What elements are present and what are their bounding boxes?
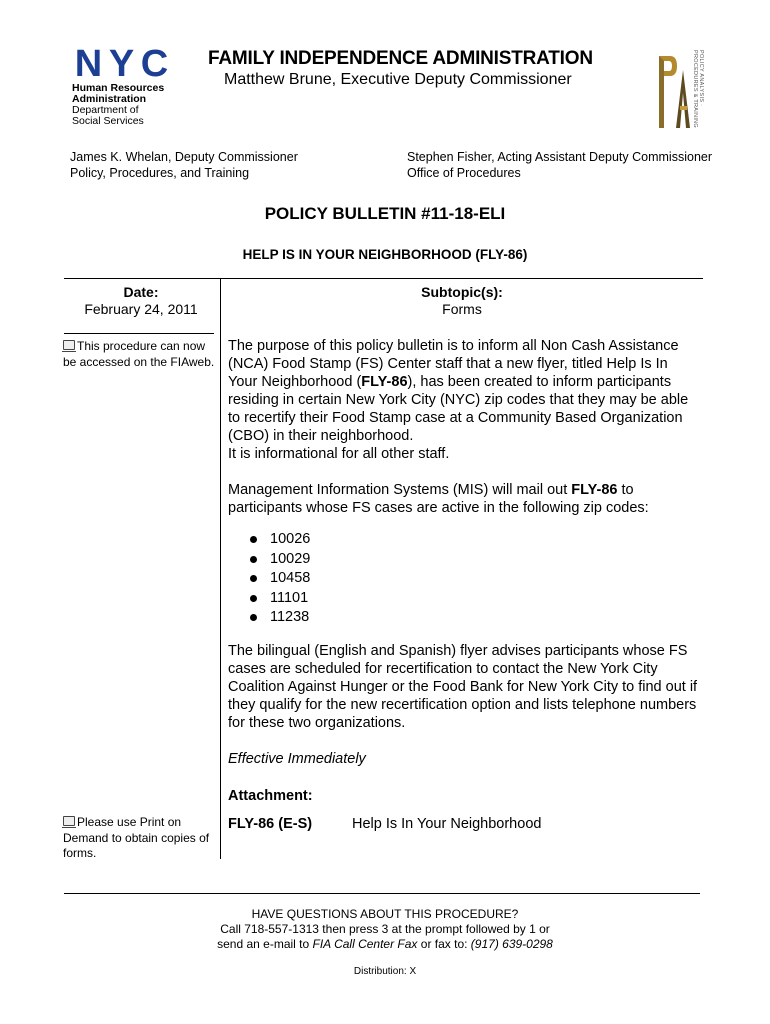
pa-logo-text: POLICY ANALYSIS · PROCEDURES & TRAINING — [692, 50, 704, 129]
sidenote-fiaweb-text: This procedure can now be accessed on the FIAweb. — [63, 339, 215, 369]
distribution: Distribution: X — [353, 966, 417, 977]
nyc-letter-c: C — [140, 43, 167, 85]
pa-logo-mark-a — [674, 68, 692, 130]
computer-icon — [63, 816, 75, 826]
footer-contact-line — [0, 937, 770, 951]
mis-paragraph — [228, 481, 698, 517]
table-top-rule — [64, 278, 703, 279]
list-item — [250, 569, 310, 589]
bullet-icon — [250, 595, 257, 602]
subtopic-label: Subtopic(s): — [421, 284, 503, 300]
bulletin-number: POLICY BULLETIN #11-18-ELI — [264, 204, 506, 223]
date-label: Date: — [123, 284, 159, 300]
agency-subtitle: Matthew Brune, Executive Deputy Commissioner — [224, 71, 572, 88]
agency-title: FAMILY INDEPENDENCE ADMINISTRATION — [208, 48, 593, 69]
footer-contact-text-a: send an e-mail to — [217, 937, 313, 951]
date-row-rule — [64, 333, 214, 334]
attachment-label: Attachment: — [228, 788, 313, 804]
zip-code: 11238 — [270, 609, 310, 625]
fia-call-center-fax-link[interactable]: FIA Call Center Fax — [312, 937, 418, 951]
attachment-code: FLY-86 (E-S) — [228, 816, 313, 832]
logo-line-dss: Social Services — [72, 115, 144, 127]
table-column-divider — [220, 278, 221, 859]
footer-rule — [64, 893, 700, 894]
footer-call-line: Call 718-557-1313 then press 3 at the prompt followed by 1 or — [220, 922, 550, 936]
nyc-letter-n: N — [74, 43, 101, 85]
mis-form-code: FLY-86 — [571, 482, 618, 498]
bullet-icon — [250, 536, 257, 543]
footer-question: HAVE QUESTIONS ABOUT THIS PROCEDURE? — [251, 907, 519, 921]
sidenote-print — [63, 815, 215, 862]
zip-code: 10026 — [270, 531, 311, 547]
nyc-hra-logo — [72, 43, 177, 128]
acting-assistant-commissioner-office: Office of Procedures — [407, 166, 521, 180]
footer-contact-text-b: or fax to: — [417, 937, 471, 951]
purpose-text-c: It is informational for all other staff. — [228, 446, 450, 462]
mis-text-a: Management Information Systems (MIS) will mail out — [228, 482, 572, 498]
sidenote-fiaweb — [63, 339, 215, 370]
zip-code-list — [250, 530, 310, 628]
deputy-commissioner — [70, 149, 298, 181]
zip-code: 11101 — [270, 589, 309, 606]
computer-icon — [63, 340, 75, 350]
purpose-paragraph — [228, 337, 698, 463]
list-item — [250, 589, 310, 609]
mis-text-b: to participants whose FS cases are active in the following zip codes: — [228, 482, 649, 516]
bullet-icon — [250, 614, 257, 621]
nyc-letters — [72, 43, 177, 85]
sidenote-print-text: Please use Print on Demand to obtain copies of forms. — [63, 815, 210, 860]
acting-assistant-commissioner — [407, 149, 712, 181]
zip-code: 10458 — [270, 570, 311, 586]
bullet-icon — [250, 575, 257, 582]
deputy-commissioner-office: Policy, Procedures, and Training — [70, 166, 250, 180]
effective-date: Effective Immediately — [228, 751, 366, 767]
list-item — [250, 608, 310, 628]
nyc-letter-y: Y — [108, 43, 133, 85]
zip-code: 10029 — [270, 550, 311, 567]
date-value: February 24, 2011 — [84, 301, 198, 317]
logo-line-hr: Human Resources — [72, 82, 165, 94]
bullet-icon — [250, 556, 257, 563]
bulletin-subject: HELP IS IN YOUR NEIGHBORHOOD (FLY-86) — [242, 247, 528, 262]
flyer-paragraph: The bilingual (English and Spanish) flyer advises participants whose FS cases are scheduled for recertification to contact the New York City Coalition Against Hunger or the Food Bank for New York City to find out if they qualify for the new recertification option and lists telephone numbers for these two organizations. — [228, 643, 698, 731]
purpose-text-a: The purpose of this policy bulletin is to inform all Non Cash Assistance (NCA) Food Stamp (FS) Center staff that a new flyer, titled Help Is In Your Neighborhood ( — [228, 338, 679, 390]
deputy-commissioner-name: James K. Whelan, Deputy Commissioner — [70, 150, 298, 164]
pa-logo — [656, 50, 708, 132]
purpose-text-b: ), has been created to inform participants residing in certain New York City (NYC) zip codes that they may be able to recertify their Food Stamp case at a Community Based Organization (CBO) in their neighborhood. — [228, 374, 689, 444]
purpose-form-code: FLY-86 — [361, 374, 408, 390]
list-item — [250, 550, 310, 570]
list-item — [250, 530, 310, 550]
logo-line-admin: Administration — [72, 93, 147, 105]
acting-assistant-commissioner-name: Stephen Fisher, Acting Assistant Deputy Commissioner — [407, 150, 713, 164]
logo-line-dept: Department of — [72, 104, 139, 116]
subtopic-value: Forms — [442, 301, 482, 317]
attachment-title: Help Is In Your Neighborhood — [352, 816, 542, 832]
fax-number: (917) 639-0298 — [470, 937, 553, 951]
